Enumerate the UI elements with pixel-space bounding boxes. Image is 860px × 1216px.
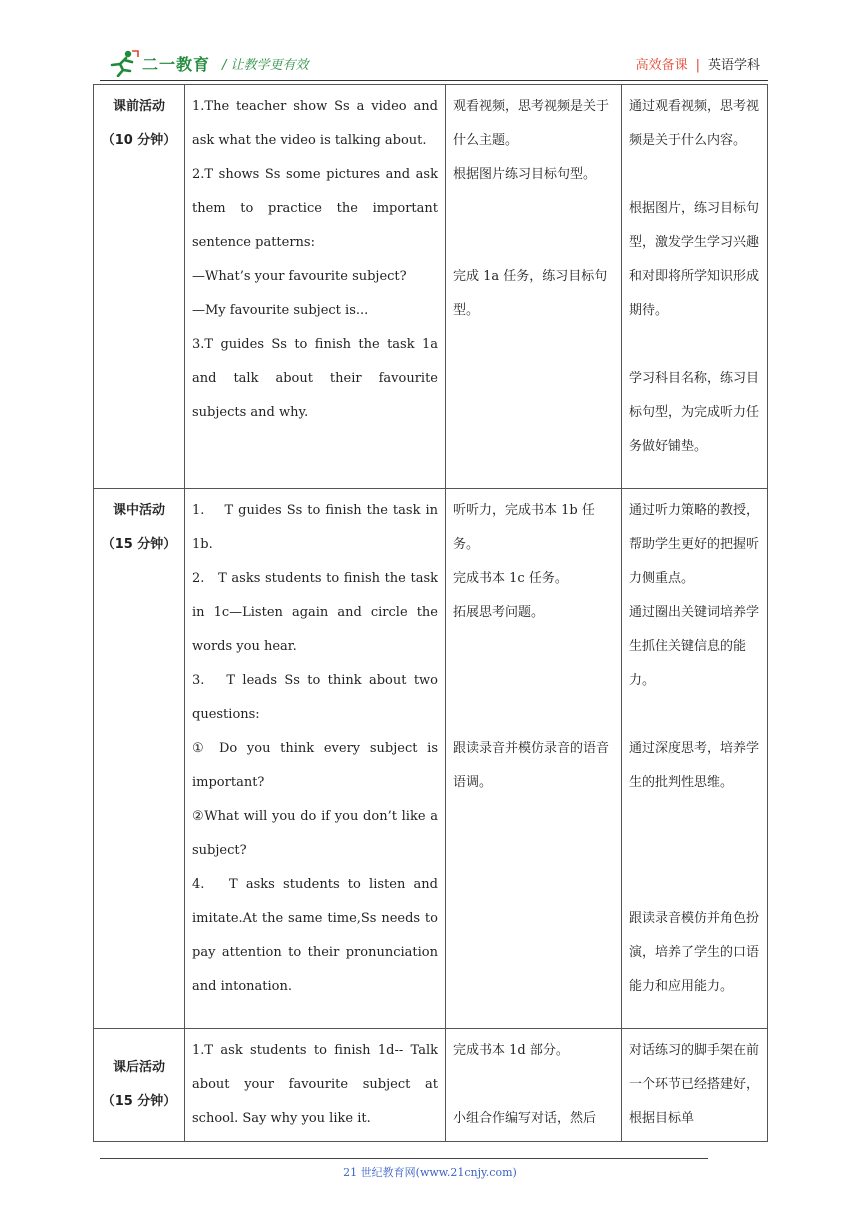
purpose-cell	[622, 1029, 768, 1142]
list-item: 根据图片，练习目标句型，激发学生学习兴趣和对即将所学知识形成期待。	[629, 201, 760, 318]
page-header	[100, 48, 768, 78]
list-item: 3. T leads Ss to think about two questions:	[192, 673, 438, 722]
teacher-activity-cell	[185, 1029, 446, 1142]
list-item: 1. T guides Ss to finish the task in 1b.	[192, 503, 438, 552]
teacher-activity-cell	[185, 85, 446, 489]
list-item: 听听力，完成书本 1b 任务。	[453, 503, 595, 552]
student-activity-cell	[446, 489, 622, 1029]
list-item: 完成书本 1c 任务。	[453, 571, 568, 586]
list-item: 1.T ask students to finish 1d-- Talk about your favourite subject at school. Say why you like it.	[192, 1043, 438, 1126]
list-item: 跟读录音并模仿录音的语音语调。	[453, 741, 610, 790]
teacher-activity-cell	[185, 489, 446, 1029]
footer-rule	[100, 1158, 708, 1159]
list-item: 通过圈出关键词培养学生抓住关键信息的能力。	[629, 605, 760, 688]
list-item: 4. T asks students to listen and imitate.At the same time,Ss needs to pay attention to their pronunciation and intonation.	[192, 877, 438, 994]
list-item: 完成 1a 任务，练习目标句型。	[453, 269, 608, 318]
table-row	[94, 85, 768, 489]
lesson-plan-table	[93, 84, 768, 1142]
purpose-cell	[622, 489, 768, 1029]
footer-text: 21 世纪教育网(www.21cnjy.com)	[343, 1166, 517, 1179]
list-item: 小组合作编写对话，然后	[453, 1111, 597, 1126]
list-item: ① Do you think every subject is important?	[192, 741, 438, 790]
student-activity-cell	[446, 1029, 622, 1142]
stage-label: 课中活动	[112, 503, 165, 518]
list-item: 观看视频，思考视频是关于什么主题。	[453, 99, 610, 148]
running-figure-icon	[106, 49, 140, 77]
stage-duration: （10 分钟）	[101, 133, 177, 148]
list-item: 对话练习的脚手架在前一个环节已经搭建好，根据目标单	[629, 1043, 760, 1126]
stage-label: 课后活动	[112, 1060, 165, 1075]
list-item: 学习科目名称，练习目标句型，为完成听力任务做好铺垫。	[629, 371, 760, 454]
stage-cell	[94, 1029, 185, 1142]
list-item: —My favourite subject is...	[192, 303, 369, 318]
slogan: / 让教学更有效	[222, 58, 309, 73]
table-row	[94, 1029, 768, 1142]
list-item: 2. T asks students to finish the task in 1c—Listen again and circle the words you hear.	[192, 571, 438, 654]
tag-separator: |	[695, 58, 700, 73]
list-item: ②What will you do if you don’t like a subject?	[192, 809, 438, 858]
stage-label: 课前活动	[112, 99, 165, 114]
header-rule	[100, 80, 768, 81]
list-item: 2.T shows Ss some pictures and ask them to practice the important sentence patterns:	[192, 167, 438, 250]
stage-duration: （15 分钟）	[101, 1094, 177, 1109]
list-item: 跟读录音模仿并角色扮演，培养了学生的口语能力和应用能力。	[629, 911, 760, 994]
logo-text: 二一教育	[142, 54, 211, 74]
list-item: 完成书本 1d 部分。	[453, 1043, 569, 1058]
tag-primary: 高效备课	[635, 58, 688, 73]
stage-cell	[94, 489, 185, 1029]
list-item: 1.The teacher show Ss a video and ask what the video is talking about.	[192, 99, 438, 148]
list-item: 通过深度思考，培养学生的批判性思维。	[629, 741, 760, 790]
list-item: 根据图片练习目标句型。	[453, 167, 597, 182]
purpose-cell	[622, 85, 768, 489]
logo	[106, 48, 210, 78]
list-item: 通过听力策略的教授，帮助学生更好的把握听力侧重点。	[629, 503, 760, 586]
list-item: 3.T guides Ss to finish the task 1a and talk about their favourite subjects and why.	[192, 337, 438, 420]
stage-cell	[94, 85, 185, 489]
student-activity-cell	[446, 85, 622, 489]
list-item: —What’s your favourite subject?	[192, 269, 407, 284]
table-row	[94, 489, 768, 1029]
stage-duration: （15 分钟）	[101, 537, 177, 552]
list-item: 拓展思考问题。	[453, 605, 545, 620]
header-tagline	[636, 54, 760, 73]
list-item: 通过观看视频，思考视频是关于什么内容。	[629, 99, 760, 148]
tag-secondary: 英语学科	[707, 58, 760, 73]
